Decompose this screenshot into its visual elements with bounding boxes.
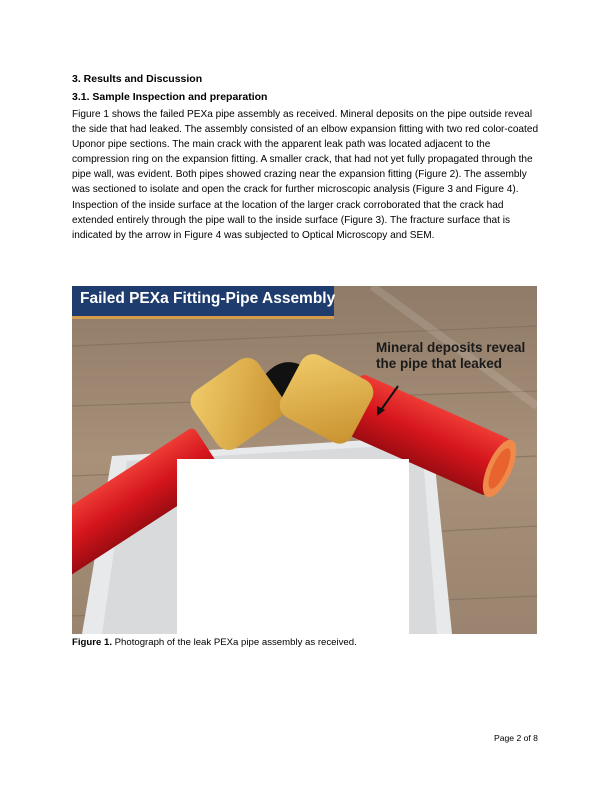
page-number: Page 2 of 8	[494, 733, 538, 743]
caption-label: Figure 1.	[72, 637, 112, 648]
body-paragraph: Figure 1 shows the failed PEXa pipe assembly as received. Mineral deposits on the pipe outside reveal the side that had leaked. The assembly consisted of an elbow expansion fitting with two red color-coated Uponor pipe sections. The main crack with the apparent leak path was located adjacent to the compression ring on the expansion fitting. A smaller crack, that had not yet fully propagated through the pipe wall, was evident. Both pipes showed crazing near the expansion fitting (Figure 2). The assembly was sectioned to isolate and open the crack for further microscopic analysis (Figure 3 and Figure 4). Inspection of the inside surface at the location of the larger crack corroborated that the crack had extended entirely through the pipe wall to the inside surface (Figure 3). The fracture surface that is indicated by the arrow in Figure 4 was subjected to Optical Microscopy and SEM.	[72, 109, 539, 241]
section-heading: 3. Results and Discussion	[72, 73, 203, 85]
figure-title: Failed PEXa Fitting-Pipe Assembly	[80, 290, 336, 307]
figure-caption	[72, 637, 357, 648]
figure-title-banner	[72, 286, 334, 319]
caption-text: Photograph of the leak PEXa pipe assembly as received.	[111, 637, 357, 648]
pipe-assembly-illustration	[72, 286, 537, 634]
figure-1-photo	[72, 286, 537, 634]
figure-annotation: Mineral deposits reveal the pipe that leaked	[376, 340, 526, 371]
subsection-heading: 3.1. Sample Inspection and preparation	[72, 91, 268, 103]
